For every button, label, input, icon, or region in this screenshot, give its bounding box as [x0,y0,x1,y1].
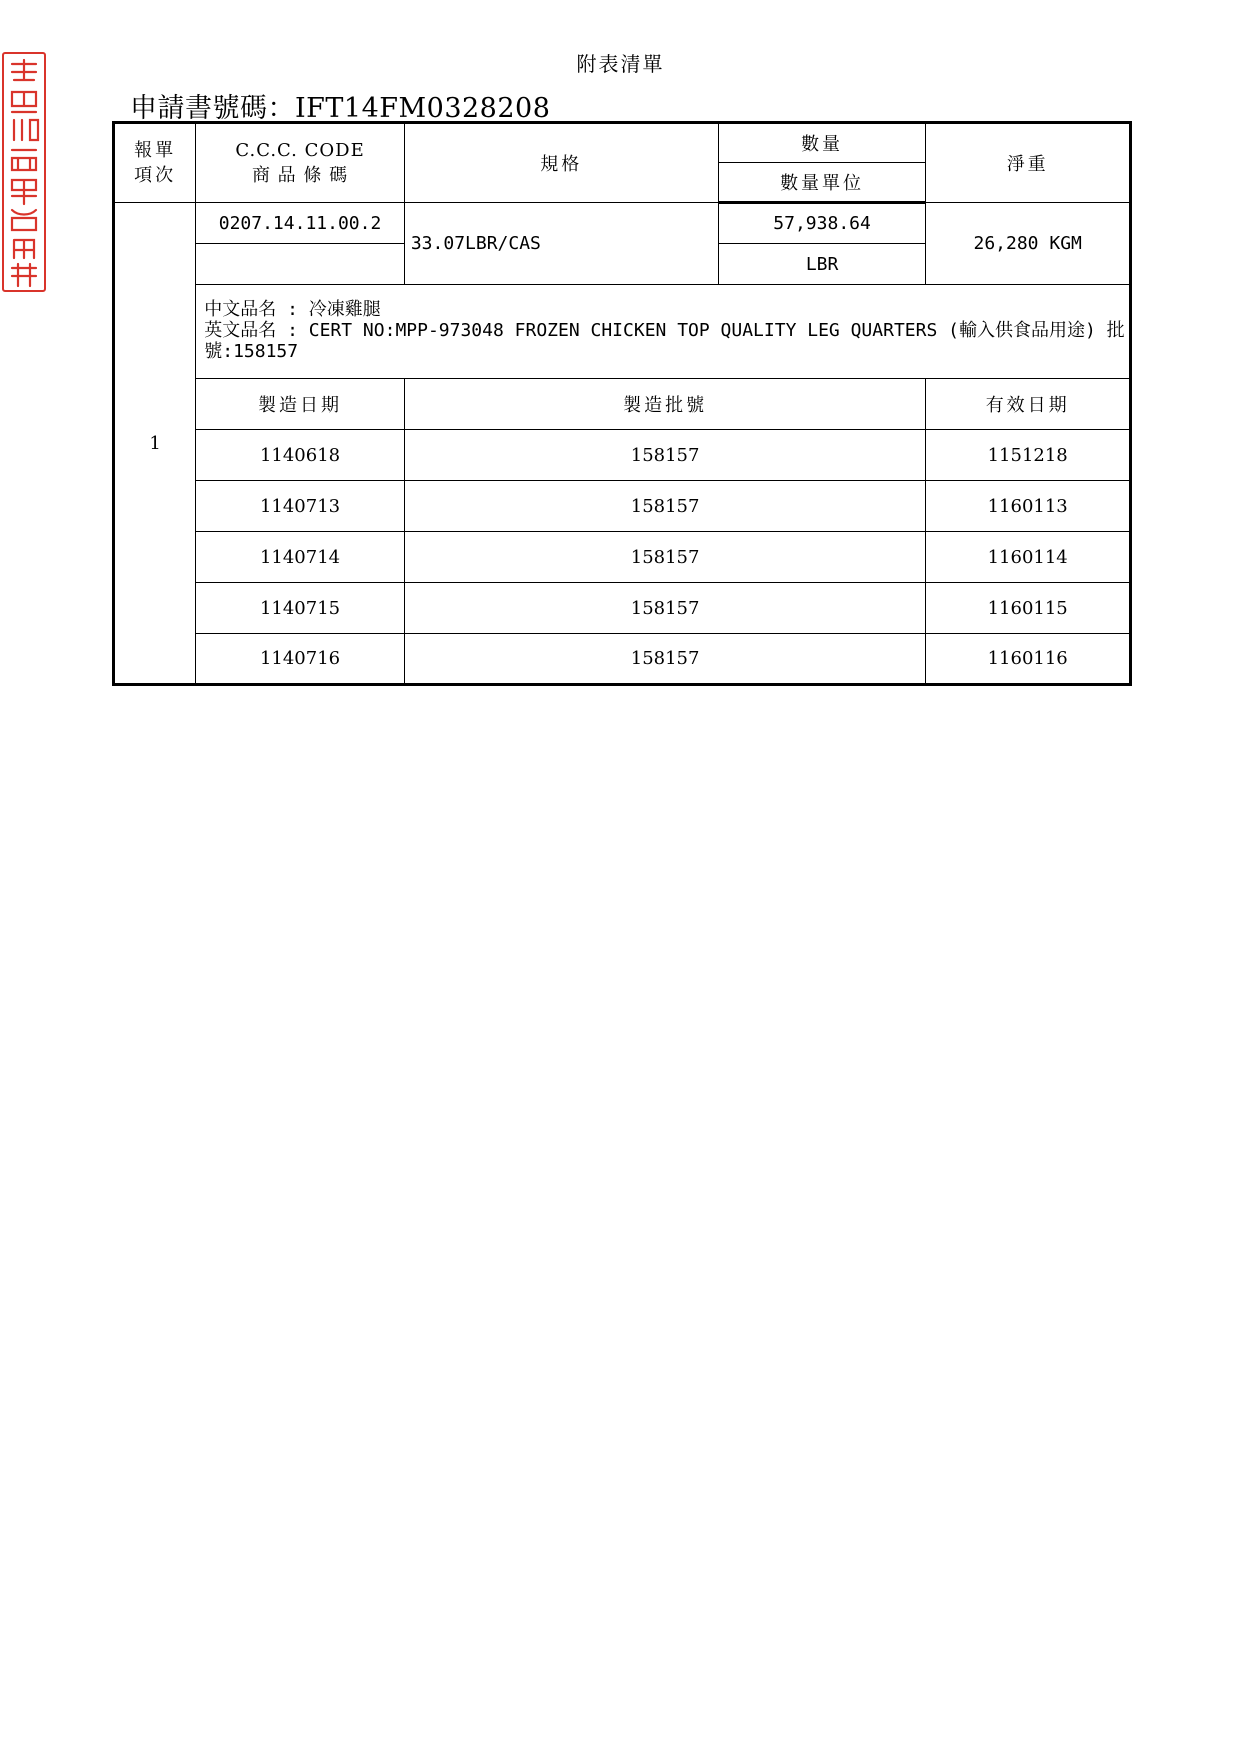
official-seal-stamp [2,52,46,292]
lot-mfg-date: 1140713 [196,481,405,532]
lot-number: 158157 [404,634,926,685]
application-number-line [130,86,550,125]
quantity-unit-value: LBR [718,244,926,285]
lot-row [114,481,1131,532]
lot-number: 158157 [404,430,926,481]
lot-header-expiry: 有效日期 [926,379,1131,430]
net-weight-value: 26,280 KGM [926,203,1131,285]
lot-number: 158157 [404,583,926,634]
description-chinese: 中文品名 : 冷凍雞腿 [204,299,381,320]
lot-number: 158157 [404,532,926,583]
page-title: 附表清單 [576,52,665,76]
lot-expiry: 1160115 [926,583,1131,634]
header-quantity-unit: 數量單位 [718,163,926,203]
lot-number: 158157 [404,481,926,532]
lot-expiry: 1160116 [926,634,1131,685]
application-number-label: 申請書號碼： [130,93,295,124]
application-number: IFT14FM0328208 [295,93,551,124]
lot-expiry: 1160113 [926,481,1131,532]
quantity-value: 57,938.64 [718,203,926,244]
header-quantity: 數量 [718,123,926,163]
header-ccc-code: C.C.C. CODE 商 品 條 碼 [196,123,405,203]
header-spec: 規格 [404,123,718,203]
lot-mfg-date: 1140618 [196,430,405,481]
lot-mfg-date: 1140715 [196,583,405,634]
lot-row [114,583,1131,634]
spec-value: 33.07LBR/CAS [404,203,718,285]
description-english: 英文品名 : CERT NO:MPP-973048 FROZEN CHICKEN TOP QUALITY LEG QUARTERS (輸入供食品用途) 批 [204,320,1125,341]
item-number: 1 [114,203,196,685]
lot-row [114,532,1131,583]
description-english-cont: 號:158157 [204,341,299,362]
lot-row [114,430,1131,481]
product-description [196,285,1131,379]
lot-row [114,634,1131,685]
lot-header-mfg-date: 製造日期 [196,379,405,430]
attachment-list-table [112,121,1132,686]
ccc-code-value: 0207.14.11.00.2 [196,203,405,244]
seal-glyphs [4,54,44,290]
header-item-no: 報單 項次 [114,123,196,203]
barcode-value [196,244,405,285]
lot-mfg-date: 1140716 [196,634,405,685]
lot-expiry: 1151218 [926,430,1131,481]
lot-header-lot-no: 製造批號 [404,379,926,430]
lot-expiry: 1160114 [926,532,1131,583]
header-net-weight: 淨重 [926,123,1131,203]
lot-mfg-date: 1140714 [196,532,405,583]
